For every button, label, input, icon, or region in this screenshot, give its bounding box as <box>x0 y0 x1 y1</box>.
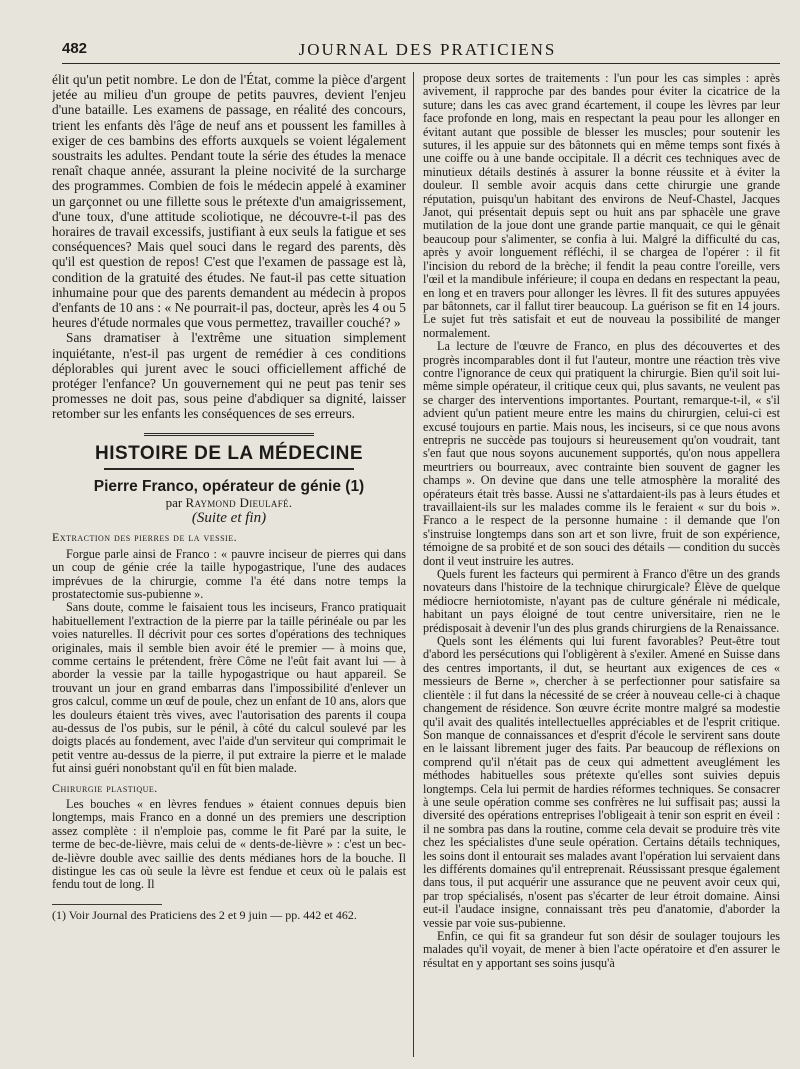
byline-prefix: par <box>165 495 183 511</box>
right-paragraph-5: Enfin, ce qui fit sa grandeur fut son désir de soulager toujours les malades qu'il voyait, de mener à bien l'acte opératoire et d'en assurer le résultat en y apportant ses soins jusqu'à <box>423 929 780 970</box>
left-column <box>52 72 406 1062</box>
column-divider <box>413 72 414 1057</box>
footnote-rule <box>52 904 162 905</box>
article-title: Pierre Franco, opérateur de génie (1) <box>93 478 365 496</box>
journal-title: JOURNAL DES PRATICIENS <box>298 40 557 59</box>
right-paragraph-4: Quels sont les éléments qui lui furent favorables? Peut-être tout d'abord les persécutions qui l'obligèrent à s'exiler. Amené en Suisse dans des centres importants, il dut, se heurtant aux exigences de ces « messieurs de Berne », chercher à se perfectionner pour satisfaire sa clientèle : il fut dans la nécessité de se créer à nouveau celle-ci à chaque changement de résidence. Son œuvre écrite montre malgré sa modestie qu'il avait des qualités intellectuelles appréciables et de l'esprit critique. Son manque de connaissances et d'esprit d'école le servirent sans doute en le laissant librement juger des faits. Par beaucoup de réflexions on comprend qu'il n'était pas de ceux qui admettent aveuglément les méthodes habituelles sous prétexte qu'elles sont suivies depuis longtemps. Cela lui permit de hardies réformes techniques. Se consacrer à une seule opération comme ses confrères ne lui suffisait pas; aussi la diversité des opérations entreprises l'obligeait à tenir son esprit en éveil : il ne sombra pas dans la routine, comme cela devait se produire très vite chez les spécialistes d'une seule opération. Certains détails techniques, les soins dont il entourait ses malades avant l'opération lui servaient dans les différents domaines qu'il entreprenait. Réussissant presque également dans tous, il put acquérir une assurance que ne peuvent avoir ceux qui, par trop spécialisés, n'osent pas s'écarter de leur étroit domaine. Ainsi eut-il l'audace insigne, connaissant très peu d'anatomie, d'aborder la vessie par voie sus-pubienne. <box>423 634 780 930</box>
subhead-vessie: Extraction des pierres de la vessie. <box>52 530 238 545</box>
right-column <box>423 72 780 1062</box>
intro-paragraph-1: élit qu'un petit nombre. Le don de l'État, comme la pièce d'argent jetée au milieu d'un groupe de petits pauvres, devient l'enjeu d'une bataille. Les examens de passage, en réalité des concours, trient les enfants dès l'âge de neuf ans et poussent les familles à exiger de ces bambins des efforts auxquels se voient légalement soustraits les adultes. Pendant toute la série des études la menace renaît chaque année, assurant la pleine nocivité de la surcharge des programmes. Combien de fois le médecin appelé à examiner un garçonnet ou une fillette sous le prétexte d'un amaigrissement, d'une toux, d'une attitude scoliotique, ne découvre-t-il pas des horaires de travail excessifs, justifiant à eux seuls la fatigue et ses conséquences? Mais quel souci dans le regard des parents, dès qu'il est question de repos! C'est que l'examen de passage est là, condition de la gratuité des études. Ne faut-il pas cette situation inhumaine pour que des parents demandent au médecin à propos d'enfants de 10 ans : « Ne pourrait-il pas, docteur, après les 4 ou 5 heures d'étude normales que vous permettez, travailler couché? » <box>52 72 406 331</box>
byline <box>52 496 406 509</box>
section-title: HISTOIRE DE LA MÉDECINE <box>94 442 364 464</box>
vessie-paragraph-2: Sans doute, comme le faisaient tous les inciseurs, Franco pratiquait habituellement l'extraction de la pierre par la taille périnéale ou par les voies naturelles. Il décrivit pour ces sortes d'opérations des techniques originales, mais il semble bien avoir été le premier — à moins que, comme certains le prétendent, frère Côme ne l'eût fait avant lui — à aborder la vessie par la taille hypogastrique ou haut appareil. Se trouvant un jour en grand embarras dans l'impossibilité d'enlever un gros calcul, comme un œuf de poule, chez un enfant de 10 ans, alors que les douleurs étaient très vives, avec l'autorisation des parents il coupa au-dessus de l'os pubis, sur le pénil, à côté du calcul soulevé par les doigts placés au fondement, avec l'aide d'un serviteur qui comprimait le petit ventre au-dessus de la pierre, il put extraire la pierre et le malade fut ainsi guéri nonobstant qu'il en fût bien malade. <box>52 600 406 776</box>
page-header <box>0 0 800 70</box>
right-paragraph-2: La lecture de l'œuvre de Franco, en plus des découvertes et des progrès incomparables dont il fut l'auteur, montre une réaction très vive contre l'ignorance de ceux qui pratiquent la chirurgie. Bien qu'il soit lui-même simple opérateur, il critique ceux qui, plus savants, ne veulent pas se charger des interventions importantes. Pourtant, remarque-t-il, « s'il advient qu'un patient meure entre les mains du chirurgien, celui-ci est excusé toujours en partie. Mais nous, les inciseurs, si ce que nous avons entrepris ne succède pas toujours si heureusement qu'on voudrait, tant s'en faut que nous soyons aucunement supportés, qu'on nous appellera meurtriers ou bourreaux, avec contrainte bien souvent de gagner les champs ». On devine que dans une telle atmosphère la moralité des opérateurs était très basse. Aussi ne s'attardaient-ils pas à leurs études et travaillaient-ils sur les malades comme ils le feraient « sur du bois ». Franco a le respect de la personne humaine : il demande que l'on s'instruise longtemps dans son art et son livre, fruit de son expérience, témoigne de sa probité et de son souci des détails — condition du succès dont il veut instruire les autres. <box>423 339 780 568</box>
footnote: (1) Voir Journal des Praticiens des 2 et 9 juin — pp. 442 et 462. <box>52 907 357 922</box>
plastique-paragraph: Les bouches « en lèvres fendues » étaient connues depuis bien longtemps, mais Franco en a donné un des premiers une description assez complète : il n'emploie pas, comme le fit Paré par la suite, le terme de bec-de-lièvre, mais celui de « dents-de-lièvre » : c'est un bec-de-lièvre double avec saillie des dents médianes hors de la bouche. Il distingue les cas où seule la lèvre est fendue et ceux où le palais est fendu tout de long. Il <box>52 797 406 892</box>
section-separator <box>144 433 314 438</box>
intro-block <box>52 72 406 422</box>
intro-paragraph-2: Sans dramatiser à l'extrême une situation simplement inquiétante, n'est-il pas urgent de remédier à ces conditions déplorables qui jurent avec le souci officiellement affiché de protéger l'enfance? Un gouvernement qui ne peut pas tenir ses promesses ne doit pas, sous peine d'abdiquer sa dignité, laisser retomber sur les enfants les conséquences de ses erreurs. <box>52 330 406 422</box>
continuation-note: (Suite et fin) <box>191 509 267 526</box>
section-title-rule <box>104 468 354 470</box>
vessie-paragraph-1: Forgue parle ainsi de Franco : « pauvre inciseur de pierres qui dans un coup de génie crée la taille hypogastrique, l'une des audaces imprévues de la chirurgie, comme l'a été dans notre temps la prostatectomie sus-pubienne ». <box>52 546 406 601</box>
page-number: 482 <box>62 40 88 57</box>
author-name: Raymond Dieulafé. <box>185 495 293 511</box>
right-paragraph-1: propose deux sortes de traitements : l'un pour les cas simples : après avivement, il rapproche par des bandes pour éviter la cicatrice de la suture; dans les cas avec grand écartement, il coupe les lèvres par leur face profonde en long, mais en respectant la peau pour les allonger en évitant autant que possible de blesser les muscles; pour soutenir les sutures, il les appuie sur des bâtonnets qui en même temps sont fixés à une coiffe ou à une bande occipitale. Il a décrit ces techniques avec de minutieux détails destinés à assurer la bonne réussite et à éviter la douleur. Il semble avoir acquis dans cette chirurgie une grande réputation, puisqu'un habitant des environs de Neuf-Chastel, Jacques Janot, qui présentait depuis sept ou huit ans par sphacèle une grave mutilation de la joue dont une grande partie manquait, ce qui le gênait beaucoup pour s'alimenter, se confia à lui. Malgré la difficulté du cas, après y avoir longuement réfléchi, il se chargea de l'opérer : il fit l'incision du rebord de la brèche; il fendit la peau contre l'oreille, vers l'œil et la mandibule inférieure; il coupa en dedans en respectant la peau, en long et en travers pour allonger les lèvres. Il fit des sutures appuyées par bâtonnets, car il fallut tirer beaucoup. La guérison se fit en 14 jours. Le sujet fut très satisfait et eut de nouveau la possibilité de manger normalement. <box>423 72 780 340</box>
subhead-plastique: Chirurgie plastique. <box>52 780 158 795</box>
right-paragraph-3: Quels furent les facteurs qui permirent à Franco d'être un des grands novateurs dans l'histoire de la technique chirurgicale? Élève de quelque médiocre herniotomiste, n'ayant pas de culture générale ni médicale, habitant un pays éloigné de tout centre universitaire, rien ne le prédisposait à devenir l'un des plus grands chirurgiens de la Renaissance. <box>423 567 780 635</box>
header-rule <box>62 63 780 64</box>
